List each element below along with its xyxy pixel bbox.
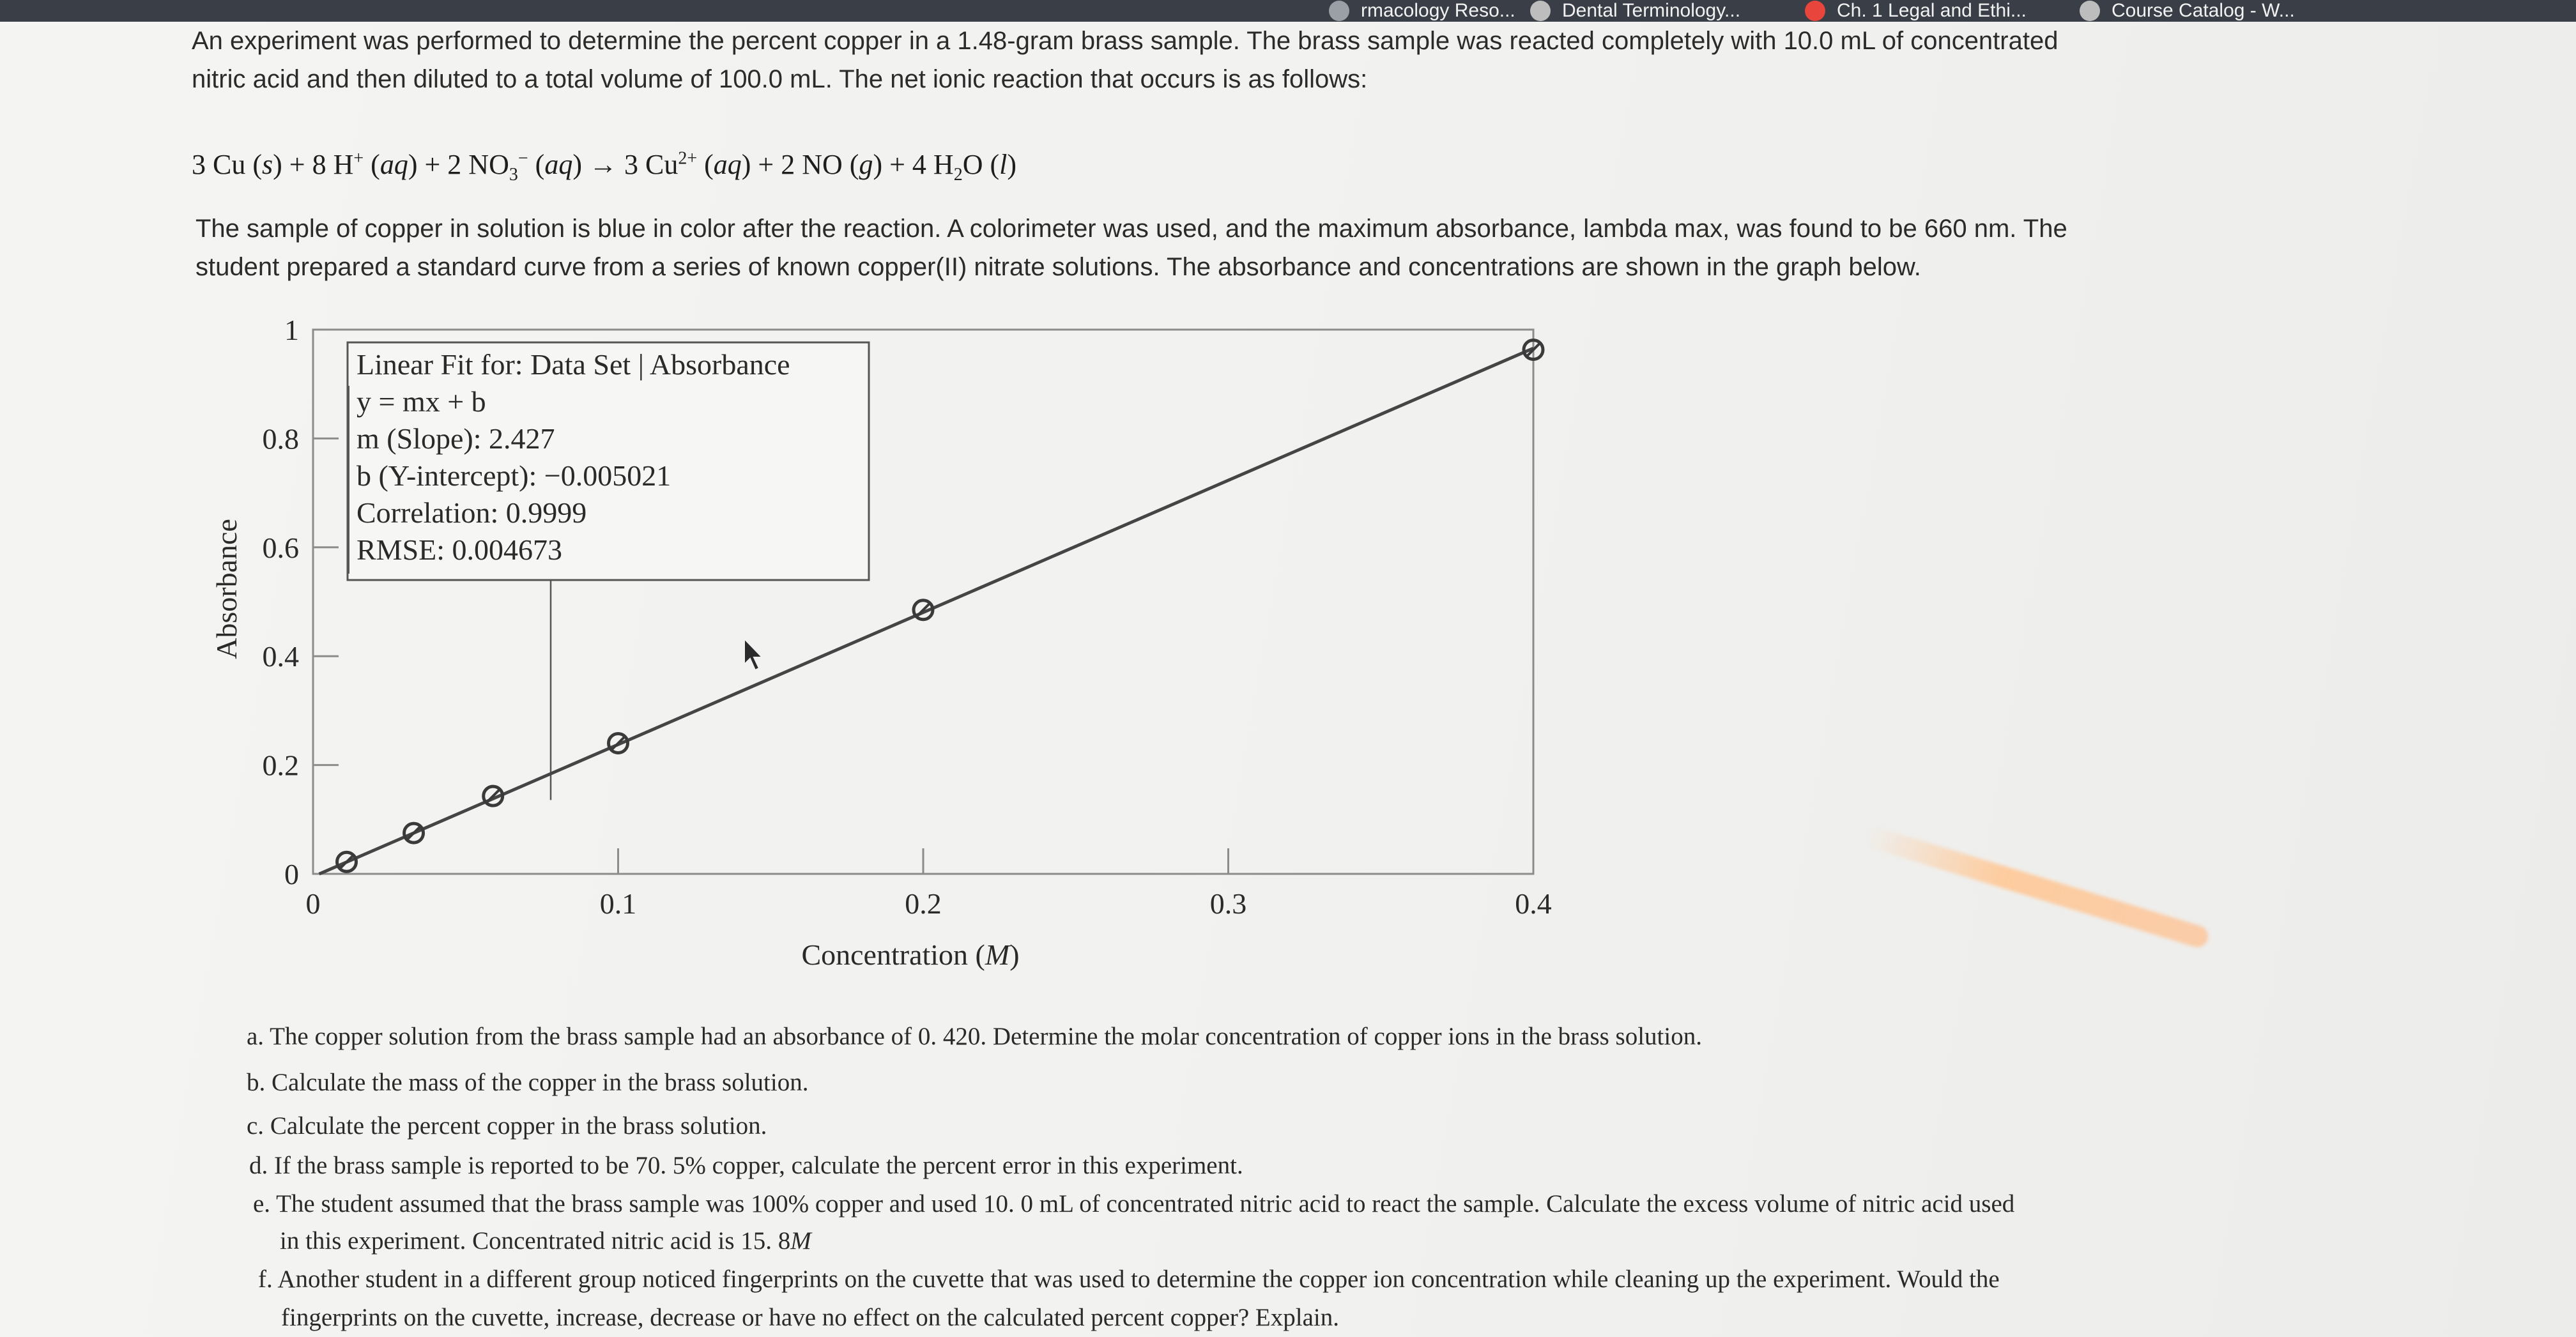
question-e: e. The student assumed that the brass sample was 100% copper and used 10. 0 mL of concentrated nitric acid to react the sample. Calculate the excess volume of nitric acid used: [253, 1190, 2015, 1218]
y-tick-label: 0.4: [262, 640, 299, 673]
net-ionic-equation: 3 Cu (s) + 8 H+ (aq) + 2 $NO_3^-$ (aq) → 3 $Cu^{2+}$ (aq) + 2 NO (g) + 4 $H_2O$ (l): [192, 148, 1017, 185]
y-axis-label: Absorbance: [210, 519, 243, 659]
x-tick-label: 0: [305, 887, 321, 920]
bookmark-label: Ch. 1 Legal and Ethi...: [1837, 0, 2027, 21]
colorimeter-text-line-1: The sample of copper in solution is blue in color after the reaction. A colorimeter was used, and the maximum absorbance, lambda max, was found to be 660 nm. The: [195, 215, 2067, 243]
question-a: a. The copper solution from the brass sample had an absorbance of 0. 420. Determine the molar concentration of copper ions in the brass solution.: [247, 1023, 1702, 1050]
data-point-marker-slash: [407, 826, 421, 840]
bookmark-label: rmacology Reso...: [1361, 0, 1515, 21]
fit-box-rmse: RMSE: 0.004673: [356, 533, 563, 566]
linear-fit-box: [348, 342, 869, 800]
y-tick-label: 0.8: [262, 422, 299, 455]
y-tick-label: 1: [284, 314, 299, 346]
mouse-cursor-icon: [744, 639, 762, 670]
intro-text-line-1: An experiment was performed to determine the percent copper in a 1.48-gram brass sample. The brass sample was reacted completely with 10.0 mL of concentrated: [192, 27, 2058, 55]
y-tick-label: 0.6: [262, 531, 299, 564]
y-tick-label: 0: [284, 858, 299, 890]
fit-box-equation: y = mx + b: [356, 385, 486, 418]
fit-box-correlation: Correlation: 0.9999: [356, 496, 587, 529]
question-d: d. If the brass sample is reported to be 70. 5% copper, calculate the percent error in this experiment.: [249, 1152, 1243, 1179]
bookmark-label: Dental Terminology...: [1562, 0, 1741, 21]
question-f-continued: fingerprints on the cuvette, increase, decrease or have no effect on the calculated percent copper? Explain.: [281, 1304, 1339, 1331]
fit-box-slope: m (Slope): 2.427: [356, 422, 555, 455]
x-tick-label: 0.2: [905, 887, 942, 920]
x-tick-label: 0.4: [1515, 887, 1552, 920]
fit-box-title: Linear Fit for: Data Set | Absorbance: [356, 348, 790, 381]
question-b: b. Calculate the mass of the copper in the brass solution.: [247, 1069, 809, 1096]
y-tick-label: 0.2: [262, 749, 299, 782]
fit-box-intercept: b (Y-intercept): −0.005021: [356, 459, 671, 492]
x-tick-label: 0.1: [599, 887, 637, 920]
bookmark-label: Course Catalog - W...: [2112, 0, 2295, 21]
data-point-marker-slash: [340, 855, 354, 869]
x-axis-label: Concentration (M): [801, 938, 1020, 971]
question-f: f. Another student in a different group noticed fingerprints on the cuvette that was used to determine the copper ion concentration while cleaning up the experiment. Would the: [258, 1265, 2000, 1293]
colorimeter-text-line-2: student prepared a standard curve from a series of known copper(II) nitrate solutions. The absorbance and concentrations are shown in the graph below.: [195, 253, 1921, 281]
x-tick-label: 0.3: [1209, 887, 1247, 920]
question-e-continued: in this experiment. Concentrated nitric acid is 15. 8M: [280, 1227, 811, 1255]
question-c: c. Calculate the percent copper in the brass solution.: [247, 1112, 767, 1140]
intro-text-line-2: nitric acid and then diluted to a total volume of 100.0 mL. The net ionic reaction that occurs is as follows:: [192, 65, 1368, 93]
